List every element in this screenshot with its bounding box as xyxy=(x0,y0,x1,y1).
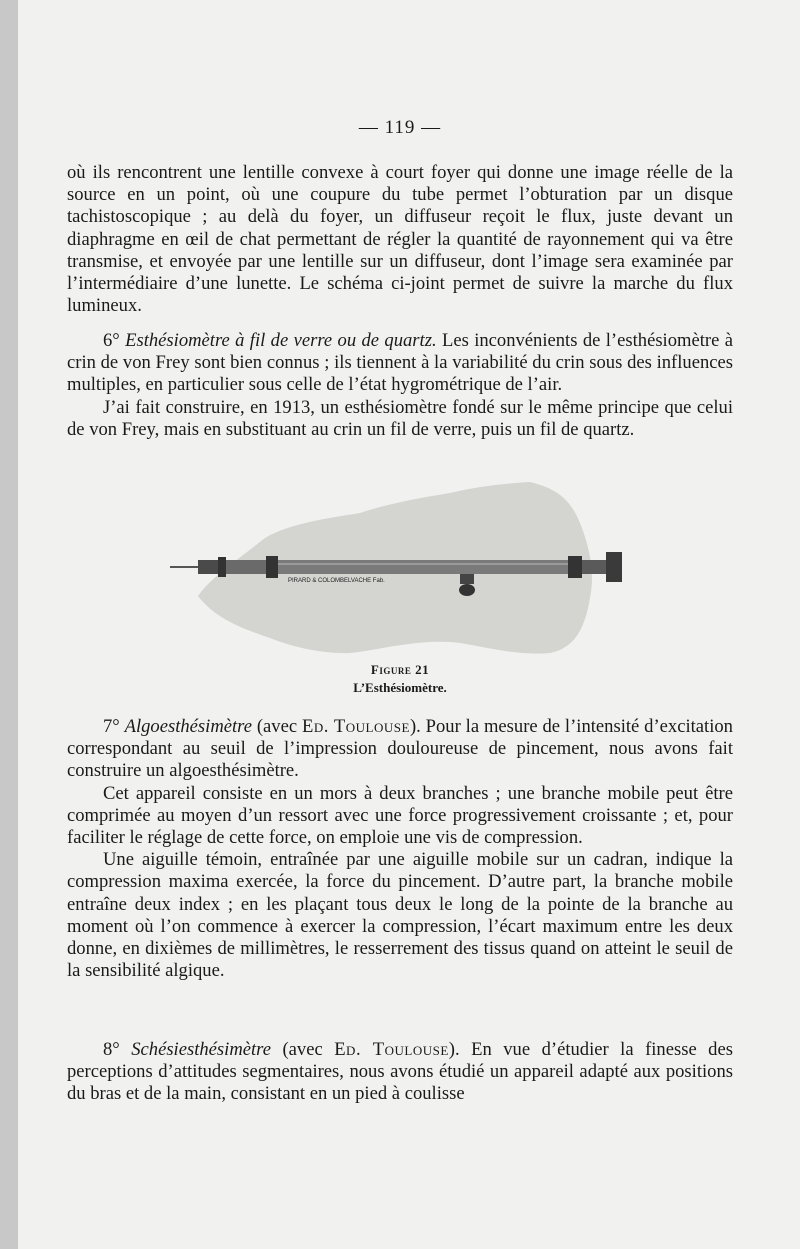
paragraph-appareil: Cet appareil consiste en un mors à deux branches ; une branche mobile peut être comprimée au moyen d’un ressort avec une force progressivement croissante ; et, pour faciliter le réglage de cette force, on emploie une vis de compression. xyxy=(67,782,733,849)
paragraph-body: Les inconvénients de l’esthésiomètre à crin de von Frey sont bien connus ; ils tiennent à la variabilité du crin sous des influences multiples, en particulier sous celle de l’état hygrométrique de l’air. xyxy=(67,330,733,396)
paragraph-flux: où ils rencontrent une lentille convexe à court foyer qui donne une image réelle de la source en un point, où une coupure du tube permet l’obturation par un disque tachistoscopique ; au delà du foyer, un diffuseur reçoit le flux, juste devant un diaphragme en œil de chat permettant de régler la quantité de rayonnement qui va être transmise, et envoyée par une lentille sur un diffuseur, dont l’image sera examinée par l’intermédiaire d’une lunette. Le schéma ci-joint permet de suivre la marche du flux lumineux. xyxy=(67,162,733,317)
text-block-2 xyxy=(67,330,733,441)
section-title: Esthésiomètre à fil de verre ou de quartz. xyxy=(125,330,437,351)
item-number: 8° xyxy=(103,1039,120,1060)
item-number: 7° xyxy=(103,716,120,737)
author-name: Ed. Toulouse xyxy=(301,716,410,737)
section-title: Algoesthésimètre xyxy=(124,716,252,737)
figure-title: L’Esthésiomètre. xyxy=(353,680,447,695)
section-title: Schésiesthésimètre xyxy=(131,1039,271,1060)
paragraph-body: En vue d’étudier la finesse des perceptions d’attitudes segmentaires, nous avons étudié un appareil adapté aux positions du bras et de la main, consistant en un pied à coulisse xyxy=(67,1039,733,1105)
item-number: 6° xyxy=(103,330,120,351)
paragraph-esthesiometre xyxy=(67,330,733,397)
paragraph-aiguille: Une aiguille témoin, entraînée par une aiguille mobile sur un cadran, indique la compression maxima exercée, la force du pincement. D’autre part, la branche mobile entraîne deux index ; en les plaçant tous deux le long de la pointe de la branche au moment où l’on commence à exercer la compression, l’écart maximum entre les deux donne, en dixièmes de millimètres, le resserrement des tissus quand on atteint le seuil de la sensibilité algique. xyxy=(67,849,733,982)
esthesiometre-illustration xyxy=(170,478,630,658)
paragraph-schesiesthesimetre xyxy=(67,1039,733,1106)
page-number: — 119 — xyxy=(358,117,442,138)
engraving-text: PIRARD & COLOMBELVACHE Fab. xyxy=(288,578,385,584)
paragraph-construction: J’ai fait construire, en 1913, un esthésiomètre fondé sur le même principe que celui de von Frey, mais en substituant au crin un fil de verre, puis un fil de quartz. xyxy=(67,396,733,440)
figure-caption xyxy=(0,661,800,697)
figure-esthesiometre xyxy=(170,478,630,658)
text-block-1 xyxy=(67,162,733,317)
paragraph-body: Pour la mesure de l’intensité d’excitation correspondant au seuil de l’impression douloureuse de pincement, nous avons fait construire un algoesthésimètre. xyxy=(67,716,733,782)
author-suffix: ). xyxy=(409,716,421,737)
paragraph-algoesthesimetre xyxy=(67,716,733,783)
author-prefix: (avec xyxy=(256,716,298,737)
author-prefix: (avec xyxy=(282,1039,323,1060)
author-suffix: ). xyxy=(448,1039,460,1060)
text-block-4 xyxy=(67,1039,733,1106)
text-block-3 xyxy=(67,716,733,982)
figure-label: Figure 21 xyxy=(370,662,430,677)
page-edge xyxy=(0,0,18,1249)
author-name: Ed. Toulouse xyxy=(334,1039,449,1060)
